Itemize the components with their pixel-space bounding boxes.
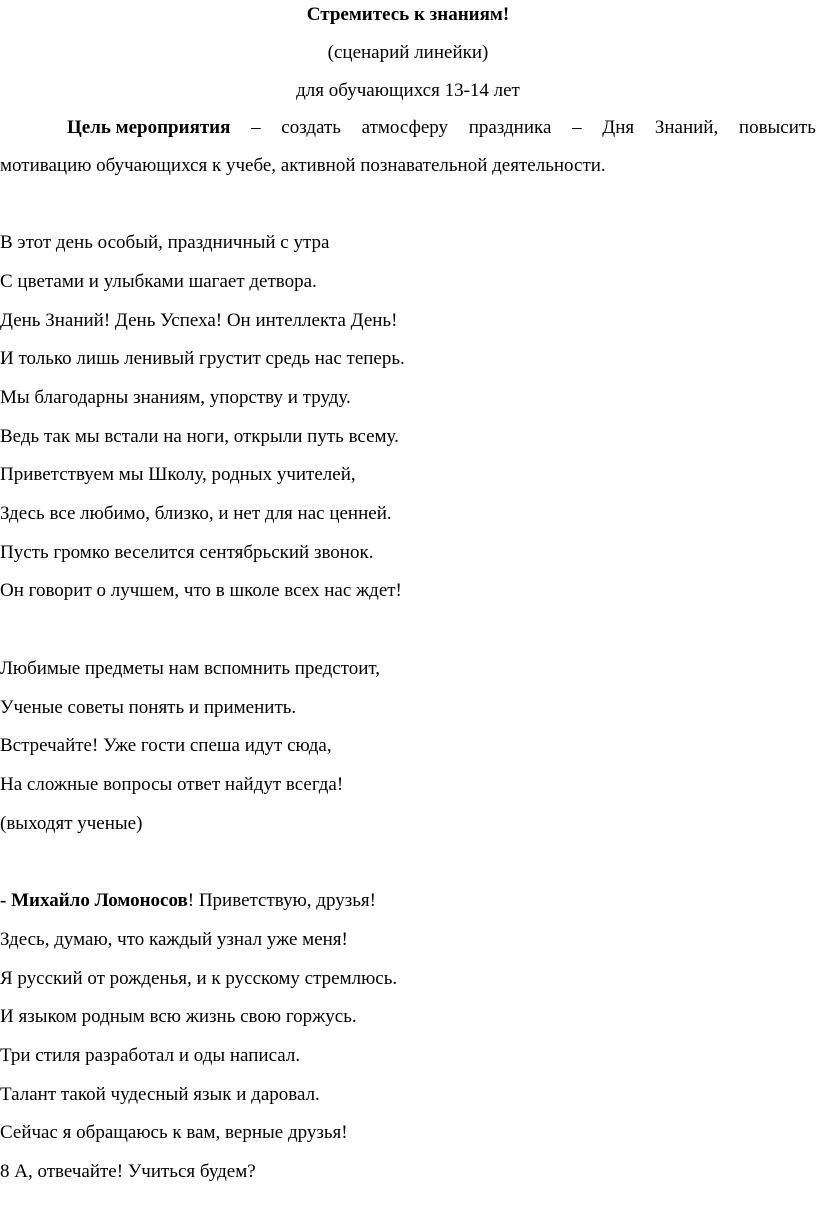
poem-line: Здесь все любимо, близко, и нет для нас ценней.	[0, 503, 392, 524]
poem-line: С цветами и улыбками шагает детвора.	[0, 271, 317, 292]
poem-line: Талант такой чудесный язык и даровал.	[0, 1084, 320, 1105]
audience-line: для обучающихся 13-14 лет	[296, 80, 520, 101]
goal-word: –	[251, 117, 261, 138]
speaker-line	[0, 890, 376, 912]
poem-line: День Знаний! День Успеха! Он интеллекта День!	[0, 310, 398, 331]
poem-line: Сейчас я обращаюсь к вам, верные друзья!	[0, 1122, 348, 1143]
document-title: Стремитесь к знаниям!	[306, 4, 510, 25]
document-subtitle: (сценарий линейки)	[327, 42, 489, 63]
goal-label: Цель мероприятия	[67, 117, 231, 138]
goal-paragraph	[0, 117, 816, 176]
speaker-name: - Михайло Ломоносов	[0, 890, 188, 911]
speaker-greeting: ! Приветствую, друзья!	[187, 890, 376, 911]
goal-word: атмосферу	[361, 117, 449, 138]
poem-line: Ученые советы понять и применить.	[0, 697, 297, 718]
poem-line: Здесь, думаю, что каждый узнал уже меня!	[0, 929, 348, 950]
goal-word: повысить	[738, 117, 816, 138]
poem-line: Ведь так мы встали на ноги, открыли путь всему.	[0, 426, 399, 447]
poem-line: Любимые предметы нам вспомнить предстоит,	[0, 658, 381, 679]
poem-line: И только лишь ленивый грустит средь нас теперь.	[0, 348, 405, 369]
poem-line: Мы благодарны знаниям, упорству и труду.	[0, 387, 351, 408]
poem-line: Я русский от рожденья, и к русскому стремлюсь.	[0, 968, 398, 989]
poem-line: 8 А, отвечайте! Учиться будем?	[0, 1161, 256, 1182]
poem-line: И языком родным всю жизнь свою горжусь.	[0, 1006, 357, 1027]
poem-line: Он говорит о лучшем, что в школе всех нас ждет!	[0, 580, 402, 601]
goal-word: –	[572, 117, 582, 138]
poem-line: Встречайте! Уже гости спеша идут сюда,	[0, 735, 332, 756]
poem-line: На сложные вопросы ответ найдут всегда!	[0, 774, 344, 795]
stage-direction: (выходят ученые)	[0, 813, 143, 834]
goal-word: создать	[281, 117, 341, 138]
poem-line: Три стиля разработал и оды написал.	[0, 1045, 301, 1066]
poem-line: В этот день особый, праздничный с утра	[0, 232, 330, 253]
goal-word: Знаний,	[654, 117, 719, 138]
goal-word: Дня	[602, 117, 635, 138]
goal-second-line: мотивацию обучающихся к учебе, активной познавательной деятельности.	[0, 155, 606, 176]
goal-word: праздника	[468, 117, 552, 138]
poem-line: Пусть громко веселится сентябрьский звонок.	[0, 542, 374, 563]
poem-line: Приветствуем мы Школу, родных учителей,	[0, 464, 356, 485]
goal-first-line	[0, 117, 816, 139]
